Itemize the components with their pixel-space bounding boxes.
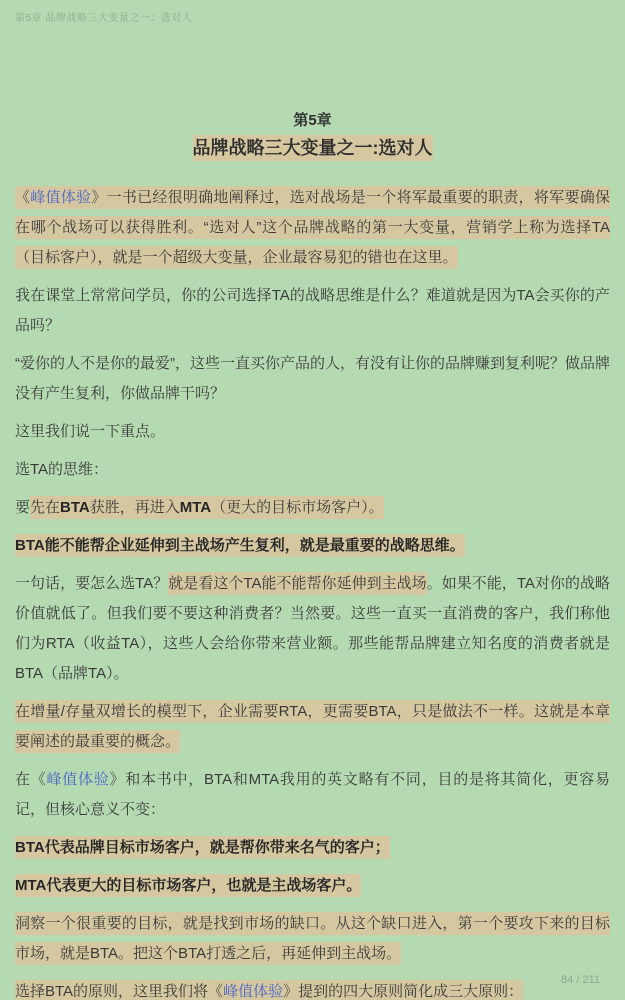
book-link[interactable]: 峰值体验 <box>30 186 91 209</box>
highlight-segment[interactable]: MTA代表更大的目标市场客户，也就是主战场客户。 <box>15 874 361 897</box>
chapter-title-highlight: 品牌战略三大变量之一:选对人 <box>193 135 433 161</box>
text-segment: 这里我们说一下重点。 <box>15 423 166 440</box>
highlight-segment[interactable]: 选择BTA的原则，这里我们将《 <box>15 980 223 1000</box>
highlight-segment[interactable]: 洞察一个很重要的目标，就是找到市场的缺口。从这个缺口进入，第一个要攻下来的目标市场，就是BTA。把这个BTA打透之后，再延伸到主战场。 <box>15 912 610 965</box>
paragraph <box>15 281 610 341</box>
paragraph <box>15 183 610 273</box>
chapter-content <box>0 161 625 1000</box>
highlight-segment[interactable]: MTA <box>180 496 211 519</box>
text-segment: 选TA的思维： <box>15 461 109 478</box>
paragraph <box>15 493 610 523</box>
paragraph <box>15 909 610 969</box>
chapter-title <box>0 135 625 161</box>
highlight-segment[interactable]: 获胜，再进入 <box>90 496 180 519</box>
paragraph <box>15 531 610 561</box>
highlight-segment[interactable]: 在增量/存量双增长的模型下，企业需要RTA，更需要BTA，只是做法不一样。这就是本章要阐述的最重要的概念。 <box>15 700 610 753</box>
title-block <box>0 110 625 161</box>
highlight-segment[interactable]: 先在 <box>30 496 60 519</box>
text-segment: 要 <box>15 499 31 516</box>
paragraph <box>15 349 610 409</box>
text-segment: 在《 <box>15 771 47 788</box>
paragraph <box>15 455 610 485</box>
paragraph <box>15 977 610 1000</box>
book-link[interactable]: 峰值体验 <box>223 980 283 1000</box>
highlight-segment[interactable]: BTA <box>60 496 90 519</box>
chapter-number: 第5章 <box>293 112 332 129</box>
highlight-segment[interactable]: 》提到的四大原则简化成三大原则： <box>283 980 523 1000</box>
highlight-segment[interactable]: （更大的目标市场客户）。 <box>211 496 384 519</box>
text-segment: “爱你的人不是你的最爱”，这些一直买你产品的人，有没有让你的品牌赚到复利呢？做品牌没有产生复利，你做品牌干吗？ <box>15 355 610 402</box>
paragraph <box>15 871 610 901</box>
highlight-segment[interactable]: BTA能不能帮企业延伸到主战场产生复利，就是最重要的战略思维。 <box>15 534 465 557</box>
paragraph <box>15 417 610 447</box>
text-segment: 我在课堂上常常问学员，你的公司选择TA的战略思维是什么？难道就是因为TA会买你的产品吗？ <box>15 287 610 334</box>
highlight-segment[interactable]: BTA代表品牌目标市场客户，就是帮你带来名气的客户； <box>15 836 390 859</box>
highlight-segment[interactable]: 就是看这个TA能不能帮你延伸到主战场 <box>168 572 426 595</box>
paragraph <box>15 765 610 825</box>
paragraph <box>15 833 610 863</box>
paragraph <box>15 569 610 689</box>
book-link[interactable]: 峰值体验 <box>46 771 110 788</box>
text-segment: 。如果不能，TA对你的战略价值就低了。但我们要不要这种消费者？当然要。这些一直买一直消费的客户，我们称他们为RTA（收益TA），这些人会给你带来营业额。那些能帮品牌建立知名度的消费者就是BTA（品牌TA）。 <box>15 575 610 682</box>
text-segment: 》和本书中，BTA和MTA我用的英文略有不同，目的是将其简化，更容易记，但核心意义不变： <box>15 771 610 818</box>
page-indicator: 84 / 211 <box>561 974 600 986</box>
text-segment: 一句话，要怎么选TA？ <box>15 575 169 592</box>
highlight-segment[interactable]: 》一书已经很明确地阐释过，选对战场是一个将军最重要的职责，将军要确保在哪个战场可以获得胜利。“选对人”这个品牌战略的第一大变量，营销学上称为选择TA（目标客户），就是一个超级大变量，企业最容易犯的错也在这里。 <box>15 186 610 269</box>
chapter-breadcrumb: 第5章 品牌战略三大变量之一：选对人 <box>15 13 193 24</box>
paragraph <box>15 697 610 757</box>
highlight-segment[interactable]: 《 <box>15 186 30 209</box>
